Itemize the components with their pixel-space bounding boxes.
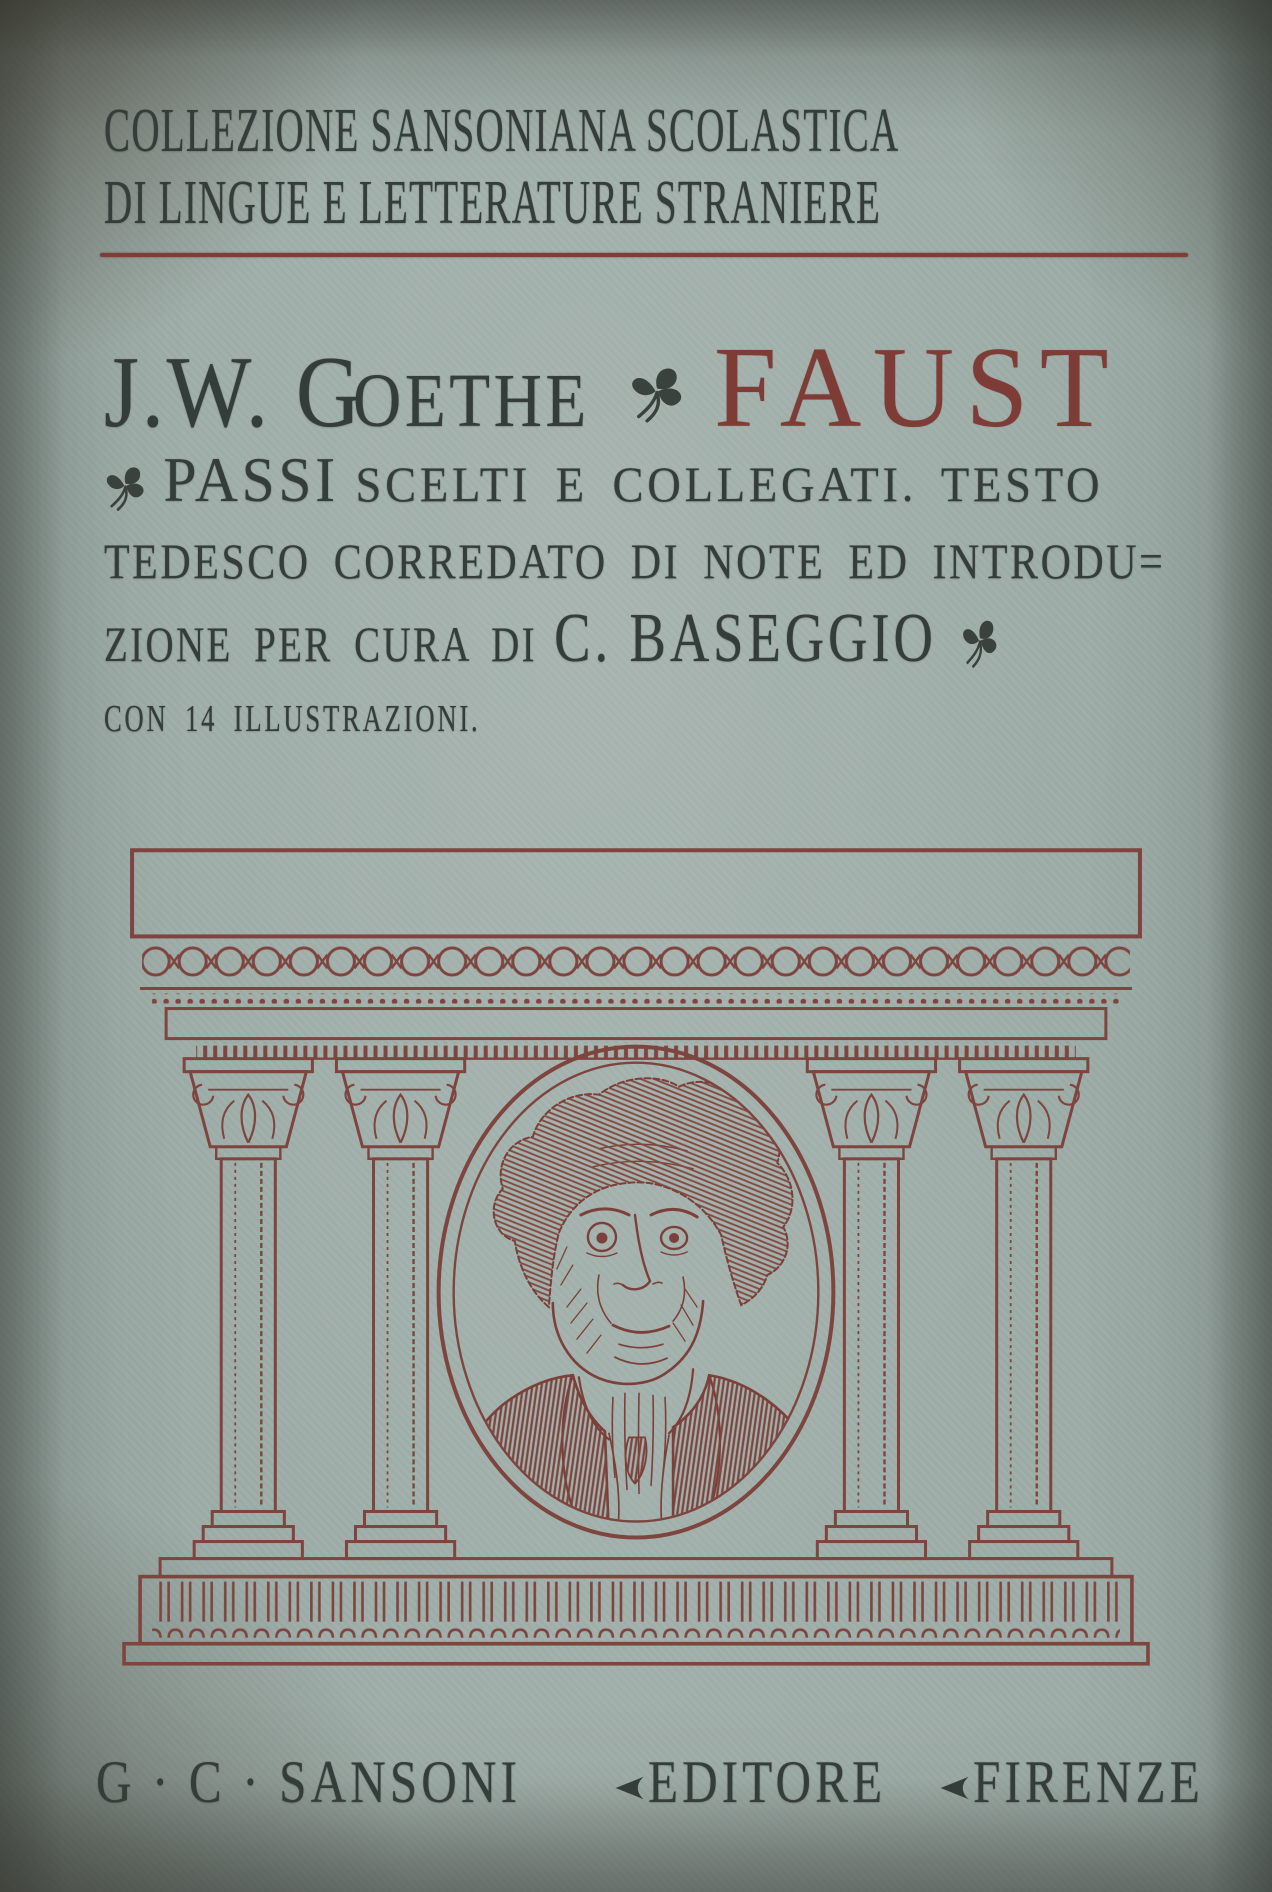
subtitle-passi: PASSI: [163, 444, 339, 515]
collection-line-1: COLLEZIONE SANSONIANA SCOLASTICA: [104, 97, 900, 165]
left-arrow-icon: [939, 1752, 973, 1812]
illustrations-note: CON 14 ILLUSTRAZIONI.: [104, 698, 481, 740]
publisher-name: G · C · SANSONI: [96, 1749, 522, 1815]
book-title: FAUST: [713, 324, 1121, 452]
fleuron-icon: [628, 363, 686, 430]
publisher-city: FIRENZE: [972, 1749, 1204, 1815]
left-arrow-icon: [614, 1752, 648, 1812]
author-name-smallcaps: OETHE: [352, 359, 590, 443]
header-rule: [100, 253, 1188, 257]
plinth: [124, 1559, 1148, 1664]
portico-illustration: [100, 836, 1172, 1666]
author-name-big: J.W. G: [104, 336, 364, 449]
subtitle-line2: TEDESCO CORREDATO DI NOTE ED INTRODU=: [104, 533, 1166, 589]
fleuron-icon: [104, 463, 147, 518]
subtitle-line3-lead: ZIONE PER CURA DI: [104, 616, 537, 672]
entablature: [132, 850, 1140, 1058]
subtitle-line1-rest: SCELTI E COLLEGATI. TESTO: [355, 456, 1104, 512]
collection-line-2: DI LINGUE E LETTERATURE STRANIERE: [104, 169, 882, 237]
editor-name: C. BASEGGIO: [554, 600, 937, 677]
goethe-portrait: [439, 1047, 834, 1538]
publisher-role: EDITORE: [648, 1749, 887, 1815]
fleuron-icon: [960, 616, 999, 675]
